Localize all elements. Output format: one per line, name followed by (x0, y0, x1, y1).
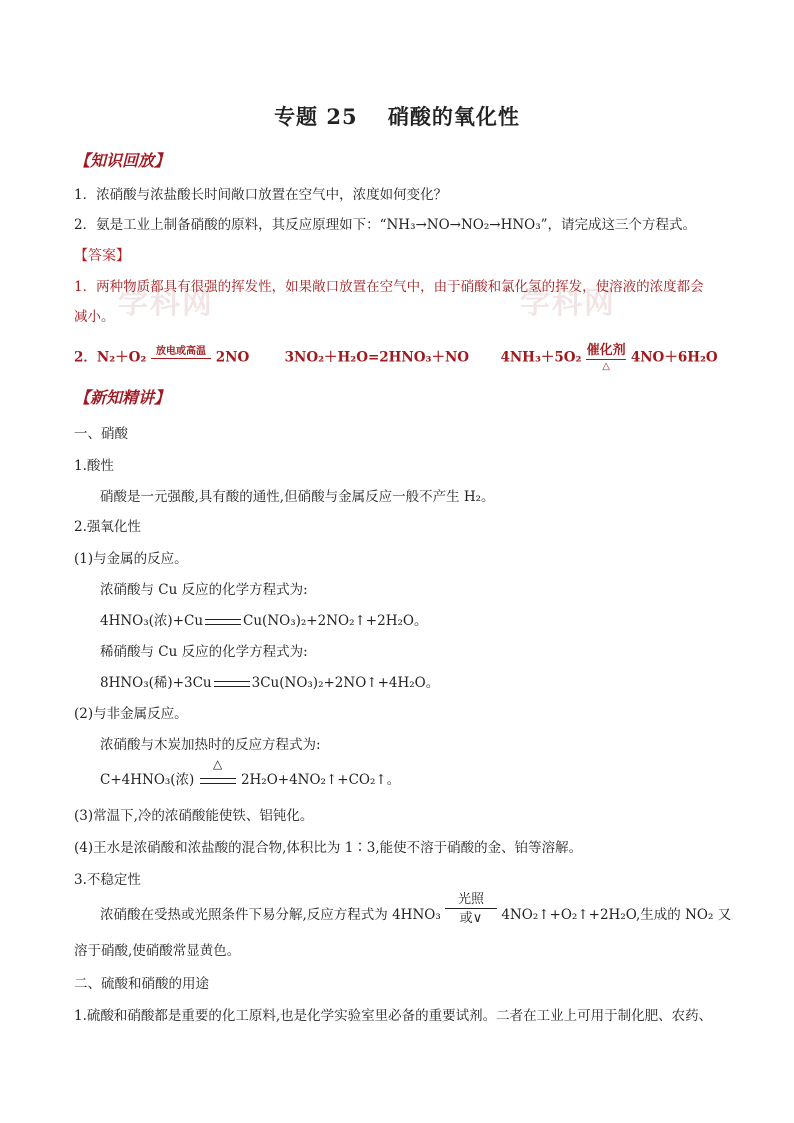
decomposition-condition-bottom: 或∨ (459, 910, 483, 926)
condition-3-top: 催化剂 (586, 343, 626, 358)
watermark-right: 学科网 (520, 287, 616, 320)
decomposition-condition-top: 光照 (458, 891, 485, 907)
answer-2-equation-3-right: 4NO＋6H₂O (630, 349, 718, 366)
condition-arrow-1 (151, 346, 211, 371)
cu-conc-intro: 浓硝酸与 Cu 反应的化学方程式为: (100, 582, 308, 598)
decomposition-right: 4NO₂↑+O₂↑+2H₂O,生成的 NO₂ 又 (501, 907, 732, 923)
question-2: 2．氨是工业上制备硝酸的原料，其反应原理如下：“NH₃→NO→NO₂→HNO₃”，请完成这三个方程式。 (74, 217, 697, 233)
decomposition-condition (445, 892, 497, 926)
decomposition-equation (100, 891, 732, 926)
carbon-left: C+4HNO₃(浓) (100, 772, 195, 788)
answer-2-product-1: 2NO (215, 349, 250, 366)
answer-2-prefix: 2．N₂＋O₂ (74, 349, 147, 366)
carbon-condition-label: △ (213, 757, 223, 771)
cu-conc-right: Cu(NO₃)₂+2NO₂↑+2H₂O。 (243, 613, 428, 629)
carbon-intro: 浓硝酸与木炭加热时的反应方程式为: (100, 737, 321, 753)
review-heading: 【知识回放】 (74, 151, 171, 170)
answer-2 (74, 344, 718, 372)
decomposition-arrow-line (445, 908, 497, 910)
section-1-title: 一、硝酸 (74, 426, 128, 442)
subsection-1-3: 3.不稳定性 (74, 872, 141, 888)
equals-sign (205, 619, 241, 625)
decomposition-text-2: 溶于硝酸,使硝酸常显黄色。 (74, 943, 241, 959)
condition-arrow-3 (586, 344, 626, 372)
subsection-1-2: 2.强氧化性 (74, 519, 141, 535)
cu-dil-right: 3Cu(NO₃)₂+2NO↑+4H₂O。 (251, 675, 440, 691)
answer-1-line-2: 减小。 (74, 309, 115, 325)
cu-conc-equation (100, 611, 427, 631)
question-1: 1．浓硝酸与浓盐酸长时间敞口放置在空气中，浓度如何变化？ (74, 187, 448, 203)
subsection-1-1-text: 硝酸是一元强酸,具有酸的通性,但硝酸与金属反应一般不产生 H₂。 (100, 489, 495, 505)
item-passivation: (3)常温下,冷的浓硝酸能使铁、铝钝化。 (74, 808, 314, 824)
condition-3-bottom: △ (602, 361, 610, 372)
answer-1-line-1: 1．两种物质都具有很强的挥发性，如果敞口放置在空气中，由于硝酸和氯化氢的挥发，使溶液的浓度都会 (74, 279, 704, 295)
equals-sign (214, 681, 250, 687)
answer-2-equation-3-left: 4NH₃＋5O₂ (500, 349, 582, 366)
subsection-1-1: 1.酸性 (74, 458, 114, 474)
decomposition-left: 浓硝酸在受热或光照条件下易分解,反应方程式为 4HNO₃ (100, 907, 441, 923)
section-2-item-1: 1.硫酸和硝酸都是重要的化工原料,也是化学实验室里必备的重要试剂。二者在工业上可用于制化肥、农药、 (74, 1008, 713, 1024)
lecture-heading: 【新知精讲】 (74, 388, 171, 407)
cu-dil-equation (100, 673, 439, 693)
carbon-right: 2H₂O+4NO₂↑+CO₂↑。 (240, 772, 401, 788)
item-metal-reaction: (1)与金属的反应。 (74, 551, 188, 567)
answer-tag: 【答案】 (74, 248, 130, 264)
item-nonmetal-reaction: (2)与非金属反应。 (74, 706, 188, 722)
section-2-title: 二、硫酸和硝酸的用途 (74, 976, 209, 992)
cu-conc-left: 4HNO₃(浓)+Cu (100, 613, 204, 629)
equals-sign (200, 778, 236, 784)
cu-dil-left: 8HNO₃(稀)+3Cu (100, 675, 212, 691)
carbon-condition (199, 759, 237, 790)
watermark-left: 学科网 (118, 287, 214, 320)
cu-dil-intro: 稀硝酸与 Cu 反应的化学方程式为: (100, 644, 308, 660)
answer-2-equation-2: 3NO₂＋H₂O=2HNO₃＋NO (284, 349, 470, 366)
carbon-equation (100, 757, 401, 790)
page-title: 专题 25 硝酸的氧化性 (274, 104, 520, 129)
condition-1-label: 放电或高温 (156, 345, 207, 357)
item-aqua-regia: (4)王水是浓硝酸和浓盐酸的混合物,体积比为 1∶3,能使不溶于硝酸的金、铂等溶解。 (74, 840, 583, 856)
